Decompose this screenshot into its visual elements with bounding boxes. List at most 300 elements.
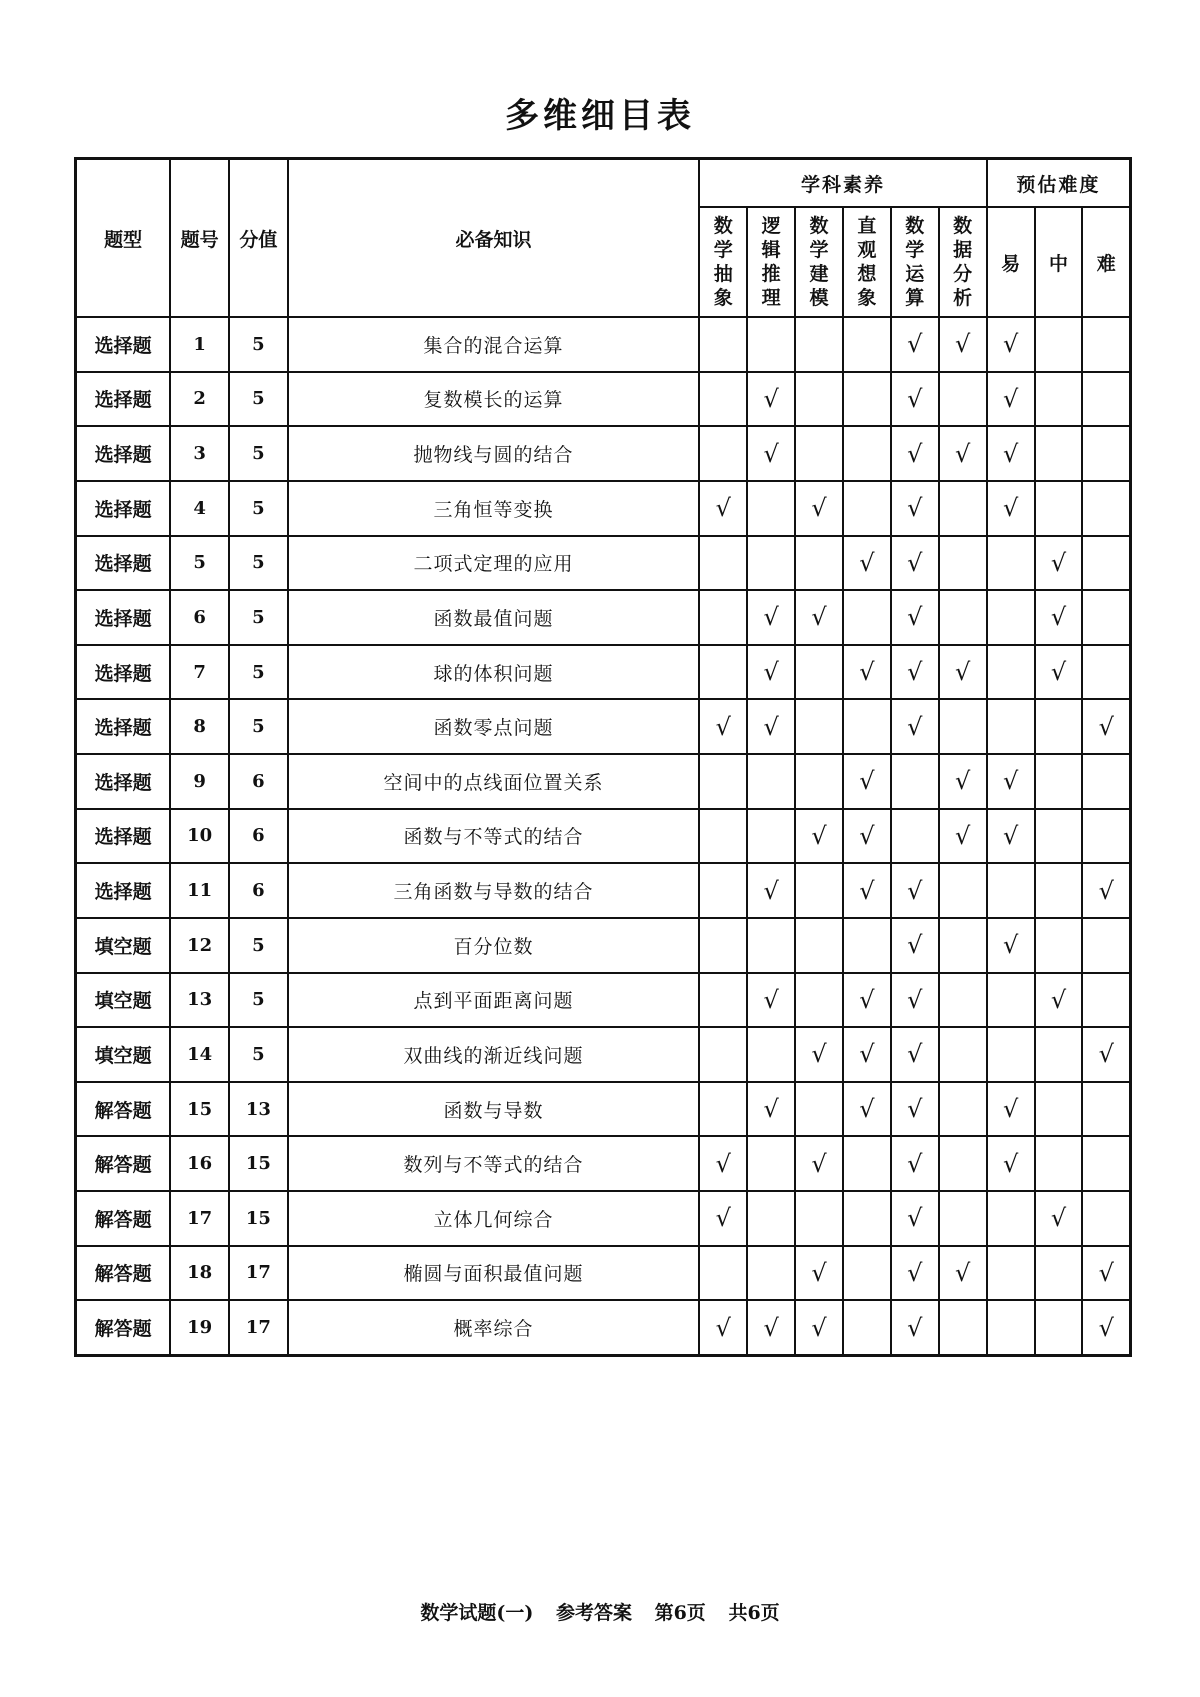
check-cell bbox=[987, 1027, 1035, 1082]
row-knowledge-cell: 球的体积问题 bbox=[288, 645, 700, 700]
check-cell bbox=[1082, 699, 1130, 754]
table-row bbox=[76, 372, 1131, 427]
check-cell bbox=[699, 372, 747, 427]
check-mark-icon: √ bbox=[811, 1040, 827, 1069]
check-mark-icon: √ bbox=[1002, 821, 1019, 850]
row-score-cell: 5 bbox=[229, 372, 288, 427]
row-score-cell: 15 bbox=[229, 1136, 288, 1191]
row-knowledge-cell: 点到平面距离问题 bbox=[288, 973, 700, 1028]
check-cell bbox=[939, 590, 987, 645]
row-type-cell: 选择题 bbox=[76, 590, 171, 645]
footer-subject: 数学试题(一) bbox=[420, 1602, 534, 1624]
row-type-cell: 选择题 bbox=[76, 317, 171, 372]
row-number-cell: 13 bbox=[170, 973, 229, 1028]
check-mark-icon: √ bbox=[907, 1040, 923, 1069]
check-cell bbox=[891, 918, 939, 973]
row-number-cell: 9 bbox=[170, 754, 229, 809]
row-knowledge-cell: 函数最值问题 bbox=[288, 590, 700, 645]
check-cell bbox=[1035, 1136, 1083, 1191]
check-cell bbox=[699, 1027, 747, 1082]
check-cell bbox=[1082, 1246, 1130, 1301]
row-number-cell: 3 bbox=[170, 426, 229, 481]
row-type-cell: 选择题 bbox=[76, 699, 171, 754]
check-cell bbox=[843, 863, 891, 918]
check-cell bbox=[939, 918, 987, 973]
check-cell bbox=[1035, 1027, 1083, 1082]
check-cell bbox=[987, 1300, 1035, 1355]
header-difficulty-hard: 难 bbox=[1082, 207, 1130, 317]
check-mark-icon: √ bbox=[859, 821, 875, 850]
check-cell bbox=[1035, 1082, 1083, 1137]
check-mark-icon: √ bbox=[859, 985, 875, 1014]
check-mark-icon: √ bbox=[1002, 494, 1019, 523]
table-row bbox=[76, 973, 1131, 1028]
row-type-cell: 选择题 bbox=[76, 863, 171, 918]
row-number-cell: 14 bbox=[170, 1027, 229, 1082]
check-cell bbox=[795, 1027, 843, 1082]
table-row bbox=[76, 863, 1131, 918]
footer-total: 共6页 bbox=[728, 1602, 780, 1624]
row-knowledge-cell: 函数零点问题 bbox=[288, 699, 700, 754]
check-cell bbox=[699, 645, 747, 700]
check-cell bbox=[843, 1246, 891, 1301]
table-row bbox=[76, 481, 1131, 536]
check-cell bbox=[987, 1191, 1035, 1246]
check-cell bbox=[1035, 426, 1083, 481]
row-knowledge-cell: 抛物线与圆的结合 bbox=[288, 426, 700, 481]
check-mark-icon: √ bbox=[1050, 1204, 1067, 1233]
check-cell bbox=[843, 645, 891, 700]
check-mark-icon: √ bbox=[1002, 1095, 1019, 1124]
check-cell bbox=[1082, 1136, 1130, 1191]
check-cell bbox=[843, 481, 891, 536]
check-cell bbox=[1035, 1300, 1083, 1355]
table-row bbox=[76, 1300, 1131, 1355]
check-cell bbox=[987, 809, 1035, 864]
check-mark-icon: √ bbox=[907, 1313, 923, 1342]
check-cell bbox=[939, 1246, 987, 1301]
header-literacy-data-analysis: 数据分析 bbox=[939, 207, 987, 317]
check-cell bbox=[891, 973, 939, 1028]
check-mark-icon: √ bbox=[763, 985, 779, 1014]
check-cell bbox=[699, 481, 747, 536]
check-mark-icon: √ bbox=[955, 767, 971, 796]
check-mark-icon: √ bbox=[763, 603, 779, 632]
check-cell bbox=[891, 863, 939, 918]
row-number-cell: 4 bbox=[170, 481, 229, 536]
check-mark-icon: √ bbox=[715, 1149, 731, 1178]
check-mark-icon: √ bbox=[763, 1095, 779, 1124]
row-number-cell: 5 bbox=[170, 536, 229, 591]
header-literacy-modeling: 数学建模 bbox=[795, 207, 843, 317]
check-cell bbox=[939, 317, 987, 372]
check-mark-icon: √ bbox=[715, 1313, 731, 1342]
row-number-cell: 6 bbox=[170, 590, 229, 645]
check-cell bbox=[987, 699, 1035, 754]
check-cell bbox=[747, 590, 795, 645]
check-cell bbox=[747, 973, 795, 1028]
check-cell bbox=[843, 590, 891, 645]
check-mark-icon: √ bbox=[1098, 1258, 1114, 1287]
check-cell bbox=[891, 1246, 939, 1301]
check-cell bbox=[1082, 973, 1130, 1028]
check-mark-icon: √ bbox=[1098, 1313, 1114, 1342]
check-cell bbox=[747, 426, 795, 481]
table-row bbox=[76, 699, 1131, 754]
check-mark-icon: √ bbox=[907, 876, 923, 905]
check-cell bbox=[699, 809, 747, 864]
check-cell bbox=[891, 1082, 939, 1137]
check-cell bbox=[1082, 645, 1130, 700]
row-number-cell: 16 bbox=[170, 1136, 229, 1191]
row-number-cell: 17 bbox=[170, 1191, 229, 1246]
check-cell bbox=[795, 536, 843, 591]
check-cell bbox=[747, 1191, 795, 1246]
check-mark-icon: √ bbox=[955, 658, 971, 687]
check-cell bbox=[699, 1300, 747, 1355]
check-cell bbox=[795, 699, 843, 754]
check-mark-icon: √ bbox=[763, 384, 779, 413]
table-header bbox=[76, 159, 1131, 318]
check-cell bbox=[747, 699, 795, 754]
check-cell bbox=[939, 481, 987, 536]
check-cell bbox=[699, 699, 747, 754]
check-cell bbox=[891, 645, 939, 700]
check-mark-icon: √ bbox=[859, 548, 875, 577]
row-score-cell: 5 bbox=[229, 590, 288, 645]
check-cell bbox=[747, 317, 795, 372]
check-cell bbox=[987, 973, 1035, 1028]
row-score-cell: 13 bbox=[229, 1082, 288, 1137]
row-type-cell: 选择题 bbox=[76, 536, 171, 591]
check-mark-icon: √ bbox=[907, 384, 923, 413]
check-cell bbox=[1082, 918, 1130, 973]
check-cell bbox=[699, 1246, 747, 1301]
check-mark-icon: √ bbox=[907, 603, 923, 632]
check-mark-icon: √ bbox=[763, 712, 779, 741]
row-knowledge-cell: 双曲线的渐近线问题 bbox=[288, 1027, 700, 1082]
check-mark-icon: √ bbox=[1002, 767, 1019, 796]
check-cell bbox=[1035, 1191, 1083, 1246]
check-cell bbox=[939, 754, 987, 809]
row-type-cell: 解答题 bbox=[76, 1082, 171, 1137]
check-cell bbox=[795, 754, 843, 809]
check-mark-icon: √ bbox=[811, 494, 827, 523]
check-mark-icon: √ bbox=[1050, 548, 1067, 577]
specification-table bbox=[74, 157, 1132, 1357]
check-cell bbox=[1082, 1027, 1130, 1082]
check-cell bbox=[891, 1300, 939, 1355]
check-cell bbox=[699, 973, 747, 1028]
check-cell bbox=[795, 918, 843, 973]
check-mark-icon: √ bbox=[1050, 658, 1067, 687]
check-cell bbox=[747, 1082, 795, 1137]
row-number-cell: 10 bbox=[170, 809, 229, 864]
check-mark-icon: √ bbox=[1050, 603, 1067, 632]
check-cell bbox=[891, 809, 939, 864]
header-difficulty-group: 预估难度 bbox=[987, 159, 1131, 208]
header-literacy-imagination: 直观想象 bbox=[843, 207, 891, 317]
check-cell bbox=[795, 1300, 843, 1355]
check-cell bbox=[843, 372, 891, 427]
check-cell bbox=[987, 590, 1035, 645]
row-knowledge-cell: 函数与不等式的结合 bbox=[288, 809, 700, 864]
check-cell bbox=[1035, 973, 1083, 1028]
check-cell bbox=[1082, 590, 1130, 645]
check-cell bbox=[795, 1246, 843, 1301]
check-cell bbox=[747, 481, 795, 536]
row-score-cell: 5 bbox=[229, 1027, 288, 1082]
check-cell bbox=[699, 863, 747, 918]
check-mark-icon: √ bbox=[955, 330, 971, 359]
check-cell bbox=[1035, 481, 1083, 536]
row-score-cell: 5 bbox=[229, 973, 288, 1028]
check-cell bbox=[1035, 699, 1083, 754]
check-cell bbox=[891, 536, 939, 591]
check-cell bbox=[891, 1027, 939, 1082]
check-cell bbox=[699, 1191, 747, 1246]
check-mark-icon: √ bbox=[907, 712, 923, 741]
row-knowledge-cell: 三角函数与导数的结合 bbox=[288, 863, 700, 918]
check-mark-icon: √ bbox=[1002, 931, 1019, 960]
check-mark-icon: √ bbox=[1002, 439, 1019, 468]
check-cell bbox=[1082, 426, 1130, 481]
table-row bbox=[76, 1027, 1131, 1082]
row-knowledge-cell: 立体几何综合 bbox=[288, 1191, 700, 1246]
header-literacy-operation: 数学运算 bbox=[891, 207, 939, 317]
row-number-cell: 11 bbox=[170, 863, 229, 918]
table-row bbox=[76, 1136, 1131, 1191]
check-cell bbox=[891, 317, 939, 372]
row-score-cell: 6 bbox=[229, 754, 288, 809]
check-mark-icon: √ bbox=[1002, 330, 1019, 359]
page-title: 多维细目表 bbox=[505, 96, 695, 136]
table-body bbox=[76, 317, 1131, 1356]
check-cell bbox=[747, 536, 795, 591]
header-literacy-reasoning: 逻辑推理 bbox=[747, 207, 795, 317]
check-cell bbox=[987, 317, 1035, 372]
table-row bbox=[76, 426, 1131, 481]
check-cell bbox=[891, 699, 939, 754]
row-score-cell: 6 bbox=[229, 809, 288, 864]
check-cell bbox=[795, 863, 843, 918]
row-score-cell: 5 bbox=[229, 426, 288, 481]
check-cell bbox=[795, 590, 843, 645]
table-row bbox=[76, 754, 1131, 809]
check-mark-icon: √ bbox=[811, 603, 827, 632]
check-mark-icon: √ bbox=[907, 494, 923, 523]
check-mark-icon: √ bbox=[811, 1149, 827, 1178]
check-mark-icon: √ bbox=[763, 1313, 779, 1342]
row-number-cell: 18 bbox=[170, 1246, 229, 1301]
check-mark-icon: √ bbox=[811, 1258, 827, 1287]
row-score-cell: 17 bbox=[229, 1246, 288, 1301]
check-cell bbox=[939, 1082, 987, 1137]
check-cell bbox=[843, 1082, 891, 1137]
check-cell bbox=[987, 863, 1035, 918]
check-cell bbox=[939, 1136, 987, 1191]
check-mark-icon: √ bbox=[859, 767, 875, 796]
check-cell bbox=[1082, 1082, 1130, 1137]
check-cell bbox=[987, 645, 1035, 700]
check-mark-icon: √ bbox=[907, 1258, 923, 1287]
footer-page: 第6页 bbox=[654, 1602, 706, 1624]
header-score: 分值 bbox=[229, 159, 288, 318]
check-mark-icon: √ bbox=[1050, 985, 1067, 1014]
check-cell bbox=[747, 1027, 795, 1082]
check-mark-icon: √ bbox=[763, 439, 779, 468]
check-cell bbox=[987, 481, 1035, 536]
check-cell bbox=[1082, 372, 1130, 427]
check-mark-icon: √ bbox=[1098, 712, 1114, 741]
row-type-cell: 选择题 bbox=[76, 426, 171, 481]
check-cell bbox=[1035, 754, 1083, 809]
check-cell bbox=[1035, 1246, 1083, 1301]
row-type-cell: 填空题 bbox=[76, 1027, 171, 1082]
check-cell bbox=[699, 590, 747, 645]
row-type-cell: 解答题 bbox=[76, 1136, 171, 1191]
check-mark-icon: √ bbox=[715, 494, 731, 523]
check-mark-icon: √ bbox=[955, 439, 971, 468]
check-cell bbox=[939, 1027, 987, 1082]
check-cell bbox=[939, 426, 987, 481]
check-cell bbox=[843, 1136, 891, 1191]
check-cell bbox=[843, 536, 891, 591]
check-cell bbox=[939, 536, 987, 591]
table-row bbox=[76, 645, 1131, 700]
check-cell bbox=[1082, 481, 1130, 536]
check-mark-icon: √ bbox=[811, 1313, 827, 1342]
check-cell bbox=[1035, 918, 1083, 973]
check-cell bbox=[843, 1191, 891, 1246]
check-mark-icon: √ bbox=[1002, 384, 1019, 413]
check-mark-icon: √ bbox=[907, 658, 923, 687]
header-difficulty-easy: 易 bbox=[987, 207, 1035, 317]
check-cell bbox=[1035, 536, 1083, 591]
check-mark-icon: √ bbox=[907, 1204, 923, 1233]
check-mark-icon: √ bbox=[859, 1095, 875, 1124]
check-cell bbox=[891, 1191, 939, 1246]
row-type-cell: 选择题 bbox=[76, 754, 171, 809]
check-cell bbox=[891, 1136, 939, 1191]
check-cell bbox=[747, 645, 795, 700]
check-cell bbox=[795, 1136, 843, 1191]
row-knowledge-cell: 数列与不等式的结合 bbox=[288, 1136, 700, 1191]
row-number-cell: 15 bbox=[170, 1082, 229, 1137]
check-cell bbox=[843, 317, 891, 372]
check-cell bbox=[795, 481, 843, 536]
check-cell bbox=[1082, 754, 1130, 809]
check-cell bbox=[939, 1300, 987, 1355]
row-type-cell: 填空题 bbox=[76, 918, 171, 973]
check-cell bbox=[699, 426, 747, 481]
row-type-cell: 选择题 bbox=[76, 372, 171, 427]
row-number-cell: 12 bbox=[170, 918, 229, 973]
check-cell bbox=[1082, 317, 1130, 372]
check-cell bbox=[699, 754, 747, 809]
check-mark-icon: √ bbox=[955, 1258, 971, 1287]
row-knowledge-cell: 椭圆与面积最值问题 bbox=[288, 1246, 700, 1301]
row-type-cell: 选择题 bbox=[76, 809, 171, 864]
header-number: 题号 bbox=[170, 159, 229, 318]
row-number-cell: 8 bbox=[170, 699, 229, 754]
check-cell bbox=[843, 1300, 891, 1355]
row-knowledge-cell: 二项式定理的应用 bbox=[288, 536, 700, 591]
check-cell bbox=[891, 754, 939, 809]
row-knowledge-cell: 概率综合 bbox=[288, 1300, 700, 1355]
check-mark-icon: √ bbox=[907, 548, 923, 577]
check-cell bbox=[795, 317, 843, 372]
check-mark-icon: √ bbox=[715, 712, 731, 741]
check-mark-icon: √ bbox=[1098, 876, 1114, 905]
row-type-cell: 解答题 bbox=[76, 1300, 171, 1355]
check-cell bbox=[987, 1082, 1035, 1137]
check-cell bbox=[939, 1191, 987, 1246]
check-cell bbox=[987, 372, 1035, 427]
check-cell bbox=[699, 1082, 747, 1137]
check-cell bbox=[939, 809, 987, 864]
header-literacy-abstraction: 数学抽象 bbox=[699, 207, 747, 317]
check-cell bbox=[843, 754, 891, 809]
row-score-cell: 5 bbox=[229, 536, 288, 591]
table-row bbox=[76, 1191, 1131, 1246]
check-cell bbox=[747, 754, 795, 809]
check-cell bbox=[699, 1136, 747, 1191]
check-cell bbox=[1082, 863, 1130, 918]
check-cell bbox=[939, 699, 987, 754]
row-knowledge-cell: 三角恒等变换 bbox=[288, 481, 700, 536]
table-row bbox=[76, 590, 1131, 645]
table-row bbox=[76, 809, 1131, 864]
check-cell bbox=[699, 918, 747, 973]
page-footer bbox=[0, 1598, 1200, 1625]
check-mark-icon: √ bbox=[907, 1095, 923, 1124]
header-difficulty-medium: 中 bbox=[1035, 207, 1083, 317]
table-row bbox=[76, 317, 1131, 372]
row-knowledge-cell: 函数与导数 bbox=[288, 1082, 700, 1137]
check-mark-icon: √ bbox=[1002, 1149, 1019, 1178]
row-knowledge-cell: 复数模长的运算 bbox=[288, 372, 700, 427]
check-cell bbox=[987, 1136, 1035, 1191]
check-cell bbox=[1035, 372, 1083, 427]
check-cell bbox=[987, 918, 1035, 973]
header-knowledge: 必备知识 bbox=[288, 159, 700, 318]
row-score-cell: 5 bbox=[229, 918, 288, 973]
check-mark-icon: √ bbox=[763, 658, 779, 687]
check-cell bbox=[747, 863, 795, 918]
check-cell bbox=[747, 1246, 795, 1301]
check-cell bbox=[987, 754, 1035, 809]
check-cell bbox=[795, 372, 843, 427]
check-mark-icon: √ bbox=[955, 821, 971, 850]
check-cell bbox=[795, 809, 843, 864]
check-cell bbox=[891, 481, 939, 536]
check-cell bbox=[1082, 809, 1130, 864]
check-cell bbox=[747, 372, 795, 427]
check-cell bbox=[1035, 645, 1083, 700]
row-type-cell: 解答题 bbox=[76, 1191, 171, 1246]
check-mark-icon: √ bbox=[907, 985, 923, 1014]
check-mark-icon: √ bbox=[907, 330, 923, 359]
check-mark-icon: √ bbox=[907, 931, 923, 960]
check-cell bbox=[987, 1246, 1035, 1301]
row-score-cell: 5 bbox=[229, 645, 288, 700]
row-type-cell: 选择题 bbox=[76, 481, 171, 536]
check-cell bbox=[699, 317, 747, 372]
check-cell bbox=[843, 809, 891, 864]
row-score-cell: 5 bbox=[229, 699, 288, 754]
row-score-cell: 17 bbox=[229, 1300, 288, 1355]
